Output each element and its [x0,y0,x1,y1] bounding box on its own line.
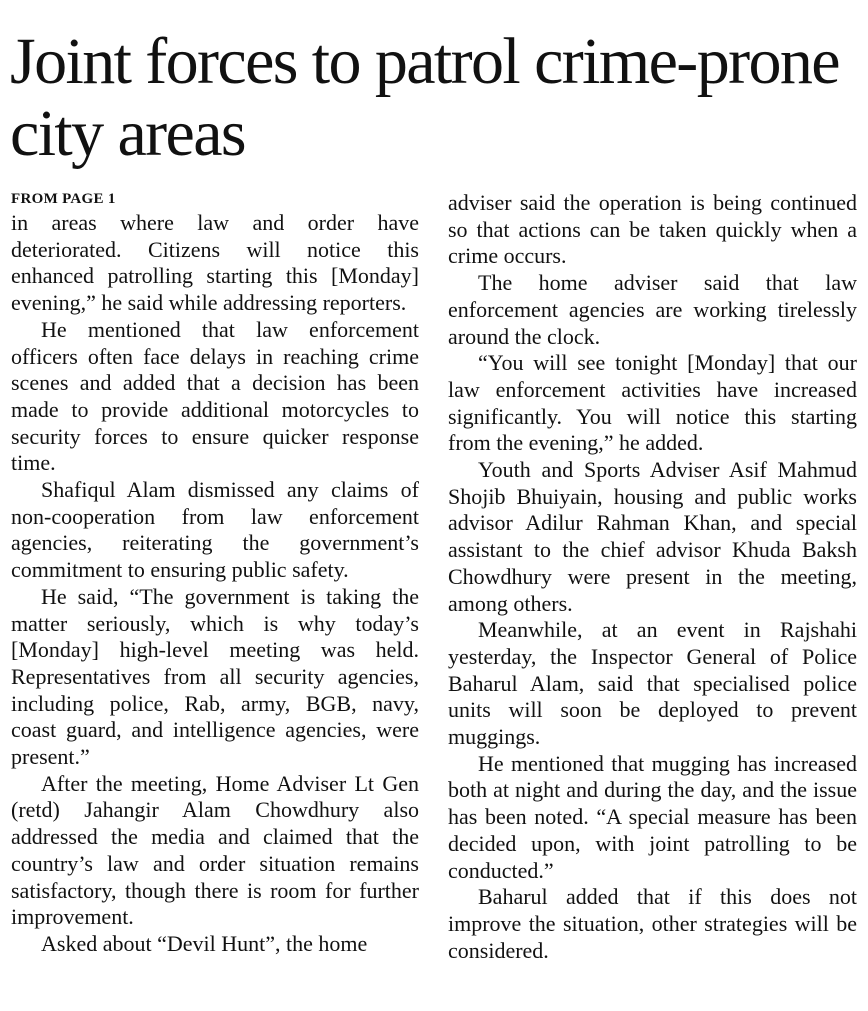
article-column-left [11,190,419,958]
paragraph: Youth and Sports Adviser Asif Mahmud Shojib Bhuiyain, housing and public works advisor Adilur Rahman Khan, and special assistant to the chief advisor Khuda Baksh Chowdhury were present in the meeting, among others. [448,457,857,616]
paragraph: Shafiqul Alam dismissed any claims of non-cooperation from law enforcement agencies, reiterating the government’s commitment to ensuring public safety. [11,477,419,583]
paragraph: Meanwhile, at an event in Rajshahi yesterday, the Inspector General of Police Baharul Alam, said that specialised police units will soon be deployed to prevent muggings. [448,617,857,750]
paragraph: He mentioned that mugging has increased both at night and during the day, and the issue has been noted. “A special measure has been decided upon, with joint patrolling to be conducted.” [448,750,857,883]
paragraph: He said, “The government is taking the matter seriously, which is why today’s [Monday] high-level meeting was held. Representatives from all security agencies, including police, Rab, army, BGB, navy, coast guard, and intelligence agencies, were present.” [11,583,419,770]
paragraph: The home adviser said that law enforcement agencies are working tirelessly around the clock. [448,270,857,349]
paragraph: adviser said the operation is being continued so that actions can be taken quickly when a crime occurs. [448,190,857,269]
continuation-kicker: FROM PAGE 1 [11,191,116,207]
paragraph: in areas where law and order have deteriorated. Citizens will notice this enhanced patrolling starting this [Monday] evening,” he said while addressing reporters. [11,210,419,316]
paragraph: Asked about “Devil Hunt”, the home [41,930,368,956]
headline: Joint forces to patrol crime-prone city areas [10,25,839,170]
paragraph: Baharul added that if this does not improve the situation, other strategies will be considered. [448,884,857,963]
paragraph: “You will see tonight [Monday] that our law enforcement activities have increased significantly. You will notice this starting from the evening,” he added. [448,350,857,456]
paragraph: He mentioned that law enforcement officers often face delays in reaching crime scenes and added that a decision has been made to provide additional motorcycles to security forces to ensure quicker response time. [11,316,419,476]
paragraph: After the meeting, Home Adviser Lt Gen (retd) Jahangir Alam Chowdhury also addressed the media and claimed that the country’s law and order situation remains satisfactory, though there is room for further improvement. [11,770,419,930]
article-column-right [448,190,857,964]
